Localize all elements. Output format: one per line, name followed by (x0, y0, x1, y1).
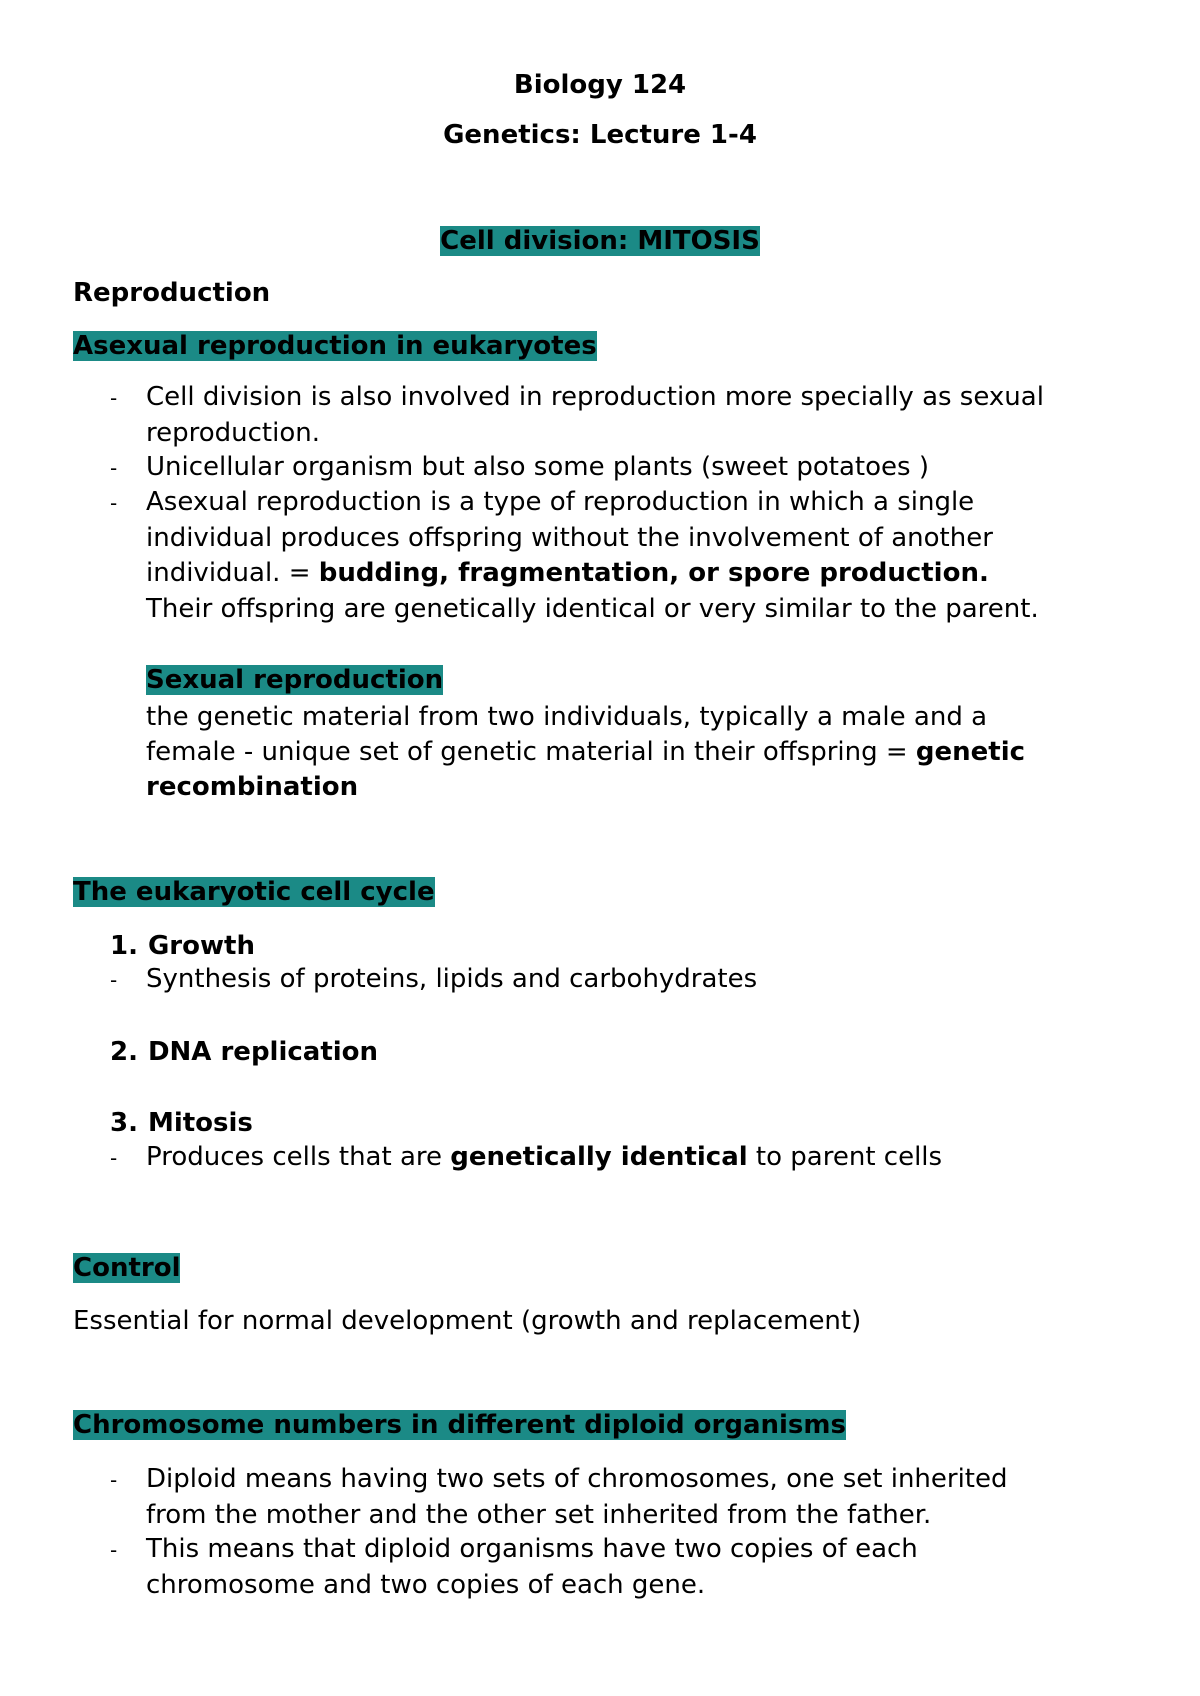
highlight-mitosis: Cell division: MITOSIS (440, 226, 760, 256)
chromosomes-heading (73, 1410, 846, 1440)
text-plain: Produces cells that are (146, 1142, 451, 1172)
text-bold: genetically identical (450, 1142, 748, 1172)
bullet-dash: - (110, 456, 118, 480)
reproduction-heading: Reproduction (73, 278, 271, 308)
bullet-dash: - (110, 491, 118, 515)
numbered-item (110, 931, 255, 961)
bullet-dash: - (110, 1146, 118, 1170)
list-item (146, 1142, 942, 1172)
list-item-cont (146, 558, 989, 588)
list-item-cont: reproduction. (146, 418, 320, 448)
item-number: 3. (110, 1108, 138, 1138)
item-label: Mitosis (147, 1108, 253, 1138)
list-item: Unicellular organism but also some plants (sweet potatoes ) (146, 452, 929, 482)
text-plain: to parent cells (747, 1142, 943, 1172)
highlight-cell-cycle: The eukaryotic cell cycle (73, 877, 435, 907)
list-item: Cell division is also involved in reproduction more specially as sexual (146, 382, 1044, 412)
text-bold: budding, fragmentation, or spore production. (318, 558, 989, 588)
list-item-cont: from the mother and the other set inherited from the father. (146, 1500, 932, 1530)
item-label: Growth (147, 931, 255, 961)
item-number: 2. (110, 1037, 138, 1067)
list-item-cont: chromosome and two copies of each gene. (146, 1570, 706, 1600)
list-item: Diploid means having two sets of chromosomes, one set inherited (146, 1464, 1008, 1494)
cell-cycle-heading (73, 877, 435, 907)
highlight-asexual: Asexual reproduction in eukaryotes (73, 331, 597, 361)
bullet-dash: - (110, 386, 118, 410)
numbered-item (110, 1037, 378, 1067)
list-item: Asexual reproduction is a type of reproduction in which a single (146, 487, 975, 517)
highlight-chromosomes: Chromosome numbers in different diploid organisms (73, 1410, 846, 1440)
bullet-dash: - (110, 968, 118, 992)
sexual-heading (146, 665, 443, 695)
item-number: 1. (110, 931, 138, 961)
highlight-sexual: Sexual reproduction (146, 665, 444, 695)
section-title-mitosis (0, 226, 1200, 256)
text-plain: individual. = (146, 558, 319, 588)
sexual-text-line: recombination (146, 772, 359, 802)
list-item: This means that diploid organisms have two copies of each (146, 1534, 918, 1564)
item-label: DNA replication (147, 1037, 379, 1067)
bullet-dash: - (110, 1468, 118, 1492)
highlight-control: Control (73, 1253, 181, 1283)
control-text: Essential for normal development (growth and replacement) (73, 1306, 862, 1336)
asexual-heading (73, 331, 597, 361)
sexual-text-line (146, 737, 1025, 767)
course-title: Biology 124 (513, 70, 687, 100)
list-item: Synthesis of proteins, lipids and carbohydrates (146, 964, 758, 994)
text-plain: female - unique set of genetic material in their offspring = (146, 737, 916, 767)
control-heading (73, 1253, 180, 1283)
text-bold: genetic (915, 737, 1026, 767)
numbered-item (110, 1108, 253, 1138)
list-item-cont: Their offspring are genetically identical or very similar to the parent. (146, 594, 1039, 624)
lecture-title: Genetics: Lecture 1-4 (443, 120, 757, 150)
sexual-text-line: the genetic material from two individuals, typically a male and a (146, 702, 988, 732)
list-item-cont: individual produces offspring without the involvement of another (146, 523, 993, 553)
bullet-dash: - (110, 1538, 118, 1562)
